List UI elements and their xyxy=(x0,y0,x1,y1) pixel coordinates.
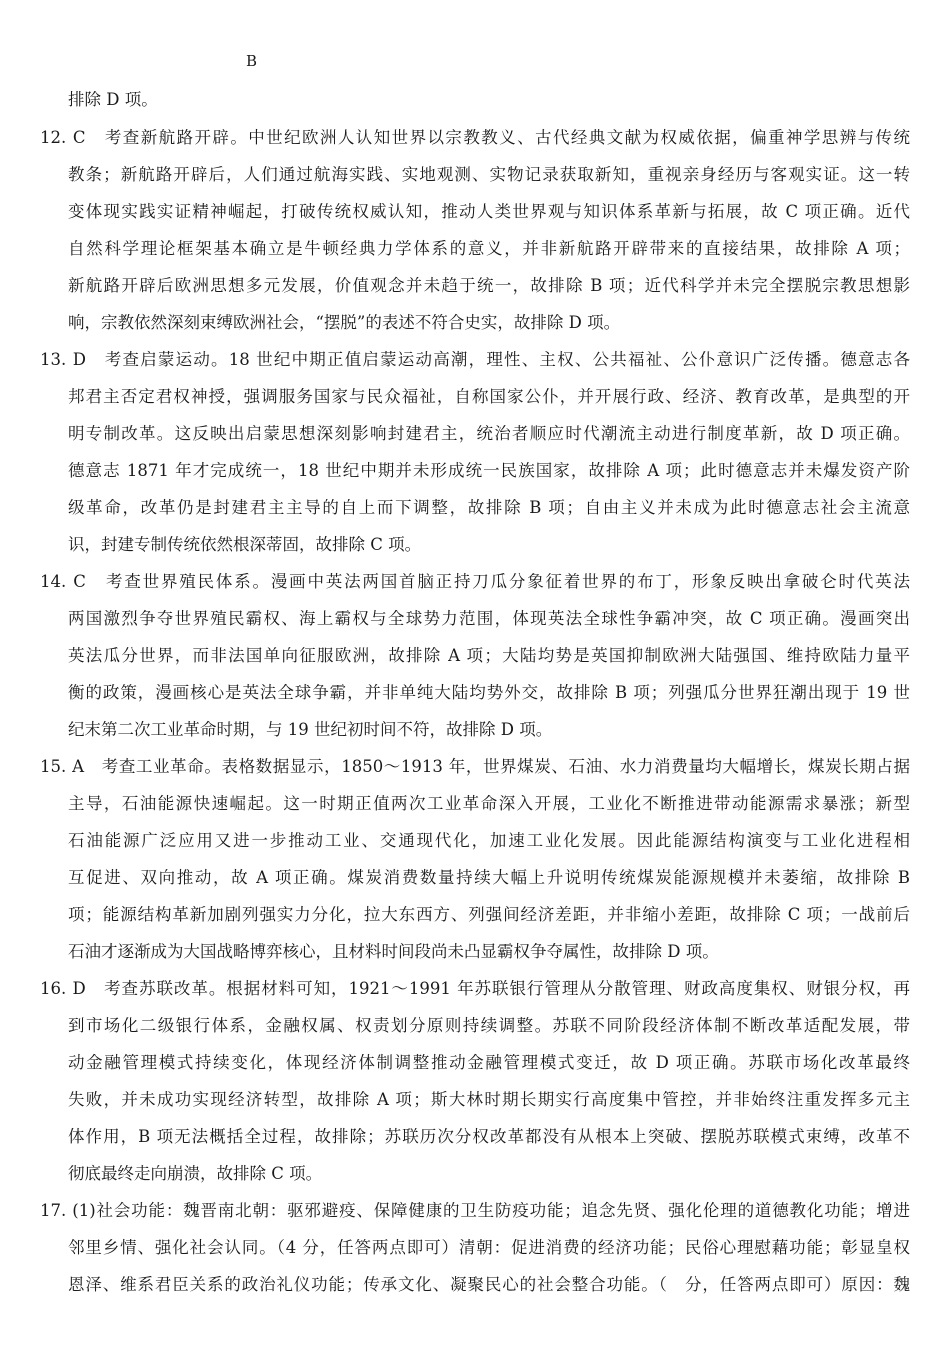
text-line: 自然科学理论框架基本确立是牛顿经典力学体系的意义，并非新航路开辟带来的直接结果，故排除 A 项； xyxy=(68,239,910,258)
text-line: 石油能源广泛应用又进一步推动工业、交通现代化，加速工业化发展。因此能源结构演变与工业化进程相 xyxy=(68,831,910,850)
text-line: 17. (1)社会功能：魏晋南北朝：驱邪避疫、保障健康的卫生防疫功能；追念先贤、强化伦理的道德教化功能；增进 xyxy=(40,1201,910,1220)
text-line: 互促进、双向推动，故 A 项正确。煤炭消费数量持续大幅上升说明传统煤炭能源规模并未萎缩，故排除 B xyxy=(68,868,910,887)
text-line: 到市场化二级银行体系，金融权属、权责划分原则持续调整。苏联不同阶段经济体制不断改革适配发展，带 xyxy=(68,1016,910,1035)
text-line: 邻里乡情、强化社会认同。（4 分，任答两点即可）清朝：促进消费的经济功能；民俗心理慰藉功能；彰显皇权 xyxy=(68,1238,910,1257)
text-line: 英法瓜分世界，而非法国单向征服欧洲，故排除 A 项；大陆均势是英国抑制欧洲大陆强国、维持欧陆力量平 xyxy=(68,646,910,665)
text-line: 主导，石油能源快速崛起。这一时期正值两次工业革命深入开展，工业化不断推进带动能源需求暴涨；新型 xyxy=(68,794,910,813)
text-line: 邦君主否定君权神授，强调服务国家与民众福祉，自称国家公仆，并开展行政、经济、教育改革，是典型的开 xyxy=(68,387,910,406)
text-line: 纪末第二次工业革命时期，与 19 世纪初时间不符，故排除 D 项。 xyxy=(68,720,553,739)
text-line: 石油才逐渐成为大国战略博弈核心，且材料时间段尚未凸显霸权争夺属性，故排除 D 项。 xyxy=(68,942,719,961)
text-line: 教条；新航路开辟后，人们通过航海实践、实地观测、实物记录获取新知，重视亲身经历与客观实证。这一转 xyxy=(68,165,910,184)
text-line: 级革命，改革仍是封建君主主导的自上而下调整，故排除 B 项；自由主义并未成为此时德意志社会主流意 xyxy=(68,498,910,517)
text-line: 14. C 考查世界殖民体系。漫画中英法两国首脑正持刀瓜分象征着世界的布丁，形象反映出拿破仑时代英法 xyxy=(40,572,910,591)
text-line: 两国激烈争夺世界殖民霸权、海上霸权与全球势力范围，体现英法全球性争霸冲突，故 C 项正确。漫画突出 xyxy=(68,609,910,628)
text-line: 识，封建专制传统依然根深蒂固，故排除 C 项。 xyxy=(68,535,422,554)
text-line: 15. A 考查工业革命。表格数据显示，1850～1913 年，世界煤炭、石油、水力消费量均大幅增长，煤炭长期占据 xyxy=(40,757,910,776)
text-line: 德意志 1871 年才完成统一，18 世纪中期并未形成统一民族国家，故排除 A 项；此时德意志并未爆发资产阶 xyxy=(68,461,910,480)
text-line: 失败，并未成功实现经济转型，故排除 A 项；斯大林时期长期实行高度集中管控，并非始终注重发挥多元主 xyxy=(68,1090,910,1109)
text-line: 变体现实践实证精神崛起，打破传统权威认知，推动人类世界观与知识体系革新与拓展，故 C 项正确。近代 xyxy=(68,202,910,221)
text-line: 体作用，B 项无法概括全过程，故排除；苏联历次分权改革都没有从根本上突破、摆脱苏联模式束缚，改革不 xyxy=(68,1127,910,1146)
text-line: 彻底最终走向崩溃，故排除 C 项。 xyxy=(68,1164,323,1183)
text-line: 恩泽、维系君臣关系的政治礼仪功能；传承文化、凝聚民心的社会整合功能。（ 分，任答两点即可）原因：魏 xyxy=(68,1275,910,1294)
text-line: 新航路开辟后欧洲思想多元发展，价值观念并未趋于统一，故排除 B 项；近代科学并未完全摆脱宗教思想影 xyxy=(68,276,910,295)
text-line: 衡的政策，漫画核心是英法全球争霸，并非单纯大陆均势外交，故排除 B 项；列强瓜分世界狂潮出现于 19 世 xyxy=(68,683,910,702)
text-line: 13. D 考查启蒙运动。18 世纪中期正值启蒙运动高潮，理性、主权、公共福祉、公仆意识广泛传播。德意志各 xyxy=(40,350,910,369)
text-line: 响，宗教依然深刻束缚欧洲社会，“摆脱”的表述不符合史实，故排除 D 项。 xyxy=(68,313,621,332)
text-line: 12. C 考查新航路开辟。中世纪欧洲人认知世界以宗教教义、古代经典文献为权威依据，偏重神学思辨与传统 xyxy=(40,128,910,147)
text-line: 明专制改革。这反映出启蒙思想深刻影响封建君主，统治者顺应时代潮流主动进行制度革新，故 D 项正确。 xyxy=(68,424,910,443)
stray-letter: B xyxy=(246,52,258,70)
text-line: 动金融管理模式持续变化，体现经济体制调整推动金融管理模式变迁，故 D 项正确。苏联市场化改革最终 xyxy=(68,1053,910,1072)
text-line: 16. D 考查苏联改革。根据材料可知，1921～1991 年苏联银行管理从分散管理、财政高度集权、财银分权，再 xyxy=(40,979,910,998)
text-line: 排除 D 项。 xyxy=(68,90,158,109)
text-line: 项；能源结构革新加剧列强实力分化，拉大东西方、列强间经济差距，并非缩小差距，故排除 C 项；一战前后 xyxy=(68,905,910,924)
